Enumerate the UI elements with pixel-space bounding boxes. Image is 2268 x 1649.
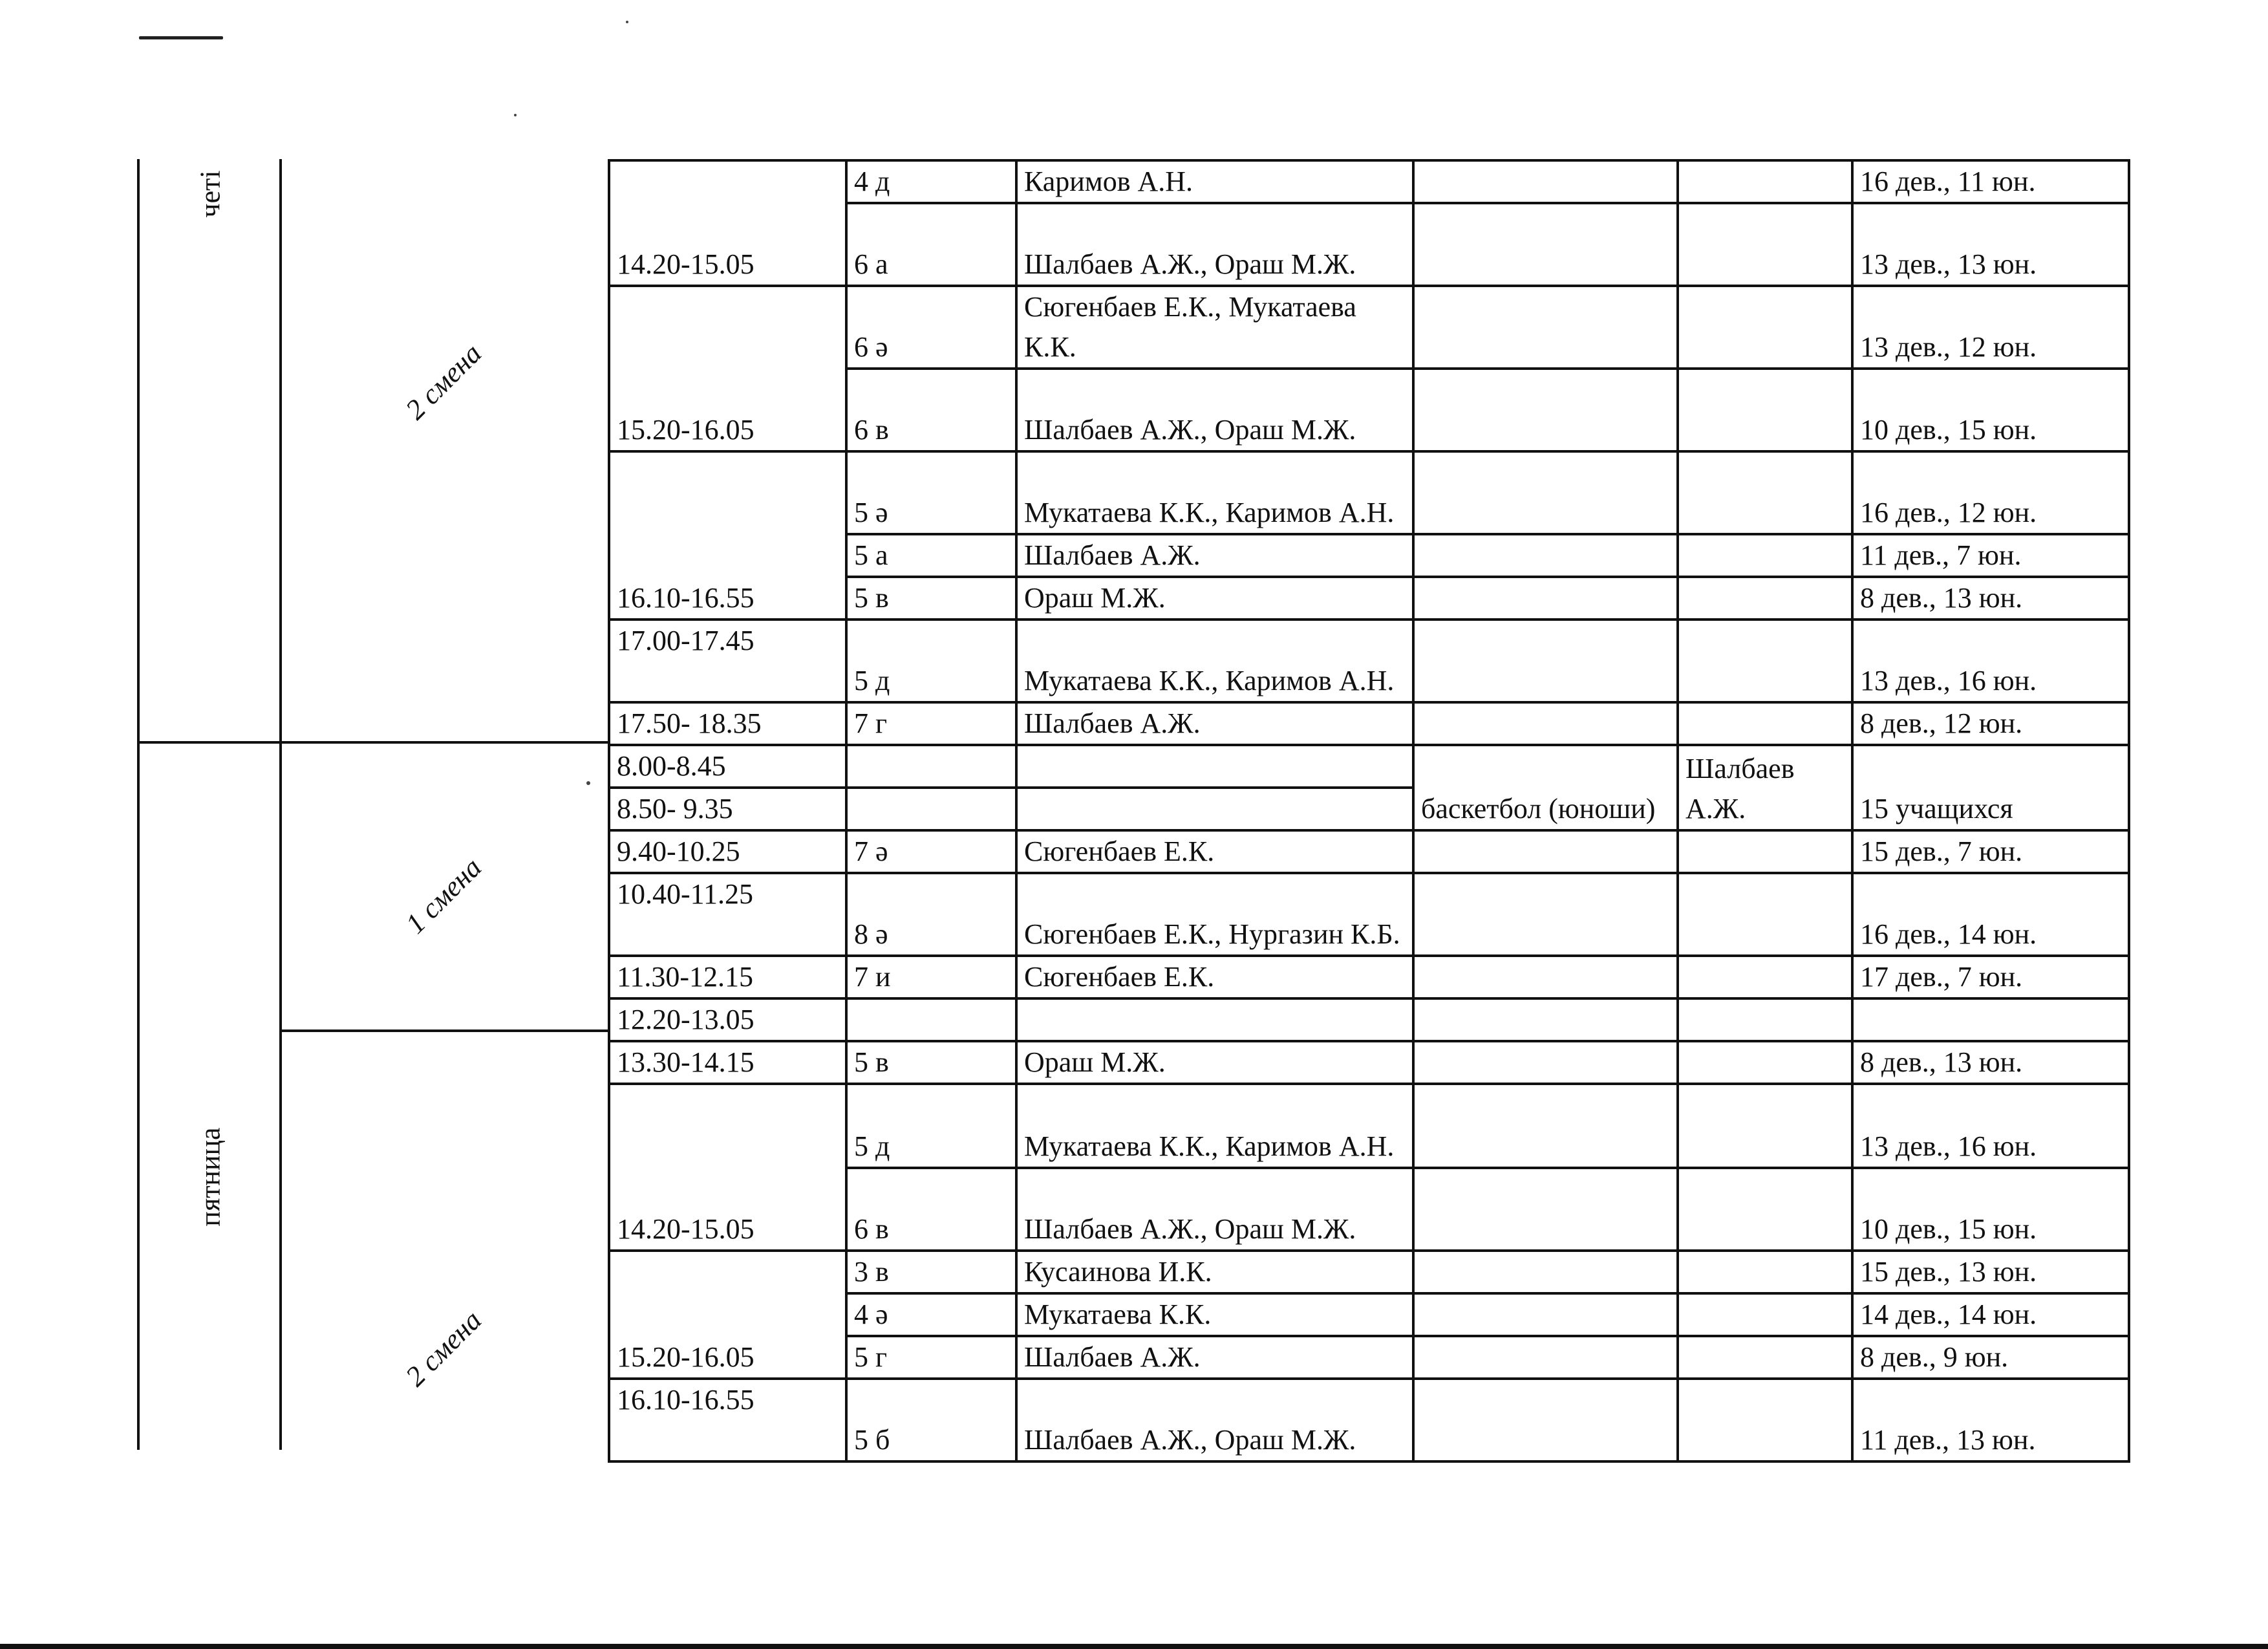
time-cell: 16.10-16.55 [609, 1379, 846, 1461]
scan-dot [514, 114, 517, 116]
activity-cell [1413, 702, 1678, 745]
table-row [609, 160, 2129, 203]
time-cell: 10.40-11.25 [609, 873, 846, 956]
count-cell: 8 дев., 9 юн. [1852, 1336, 2129, 1379]
teacher-cell: Ораш М.Ж. [1016, 577, 1413, 620]
coach-cell [1678, 620, 1852, 702]
time-cell: 13.30-14.15 [609, 1041, 846, 1084]
table-row [609, 956, 2129, 998]
class-cell [846, 998, 1016, 1041]
class-cell: 5 в [846, 1041, 1016, 1084]
table-row [609, 1251, 2129, 1293]
shift-column-left-border [279, 159, 282, 1450]
class-cell: 5 в [846, 577, 1016, 620]
teacher-cell: Мукатаева К.К. [1016, 1293, 1413, 1336]
table-row [609, 620, 2129, 702]
day-column-left-border [137, 159, 140, 1450]
teacher-cell: Каримов А.Н. [1016, 160, 1413, 203]
class-cell: 5 г [846, 1336, 1016, 1379]
activity-cell [1413, 1041, 1678, 1084]
count-cell: 14 дев., 14 юн. [1852, 1293, 2129, 1336]
class-cell: 4 д [846, 160, 1016, 203]
activity-cell [1413, 1168, 1678, 1251]
teacher-cell: Мукатаева К.К., Каримов А.Н. [1016, 1084, 1413, 1168]
time-cell: 8.50- 9.35 [609, 788, 846, 830]
count-cell: 8 дев., 13 юн. [1852, 577, 2129, 620]
count-cell: 10 дев., 15 юн. [1852, 369, 2129, 451]
coach-cell [1678, 830, 1852, 873]
activity-cell [1413, 956, 1678, 998]
teacher-cell: Сюгенбаев Е.К. [1016, 956, 1413, 998]
coach-cell [1678, 1336, 1852, 1379]
table-row [609, 286, 2129, 369]
time-cell: 15.20-16.05 [609, 286, 846, 451]
table-row [609, 998, 2129, 1041]
count-cell: 10 дев., 15 юн. [1852, 1168, 2129, 1251]
coach-cell [1678, 160, 1852, 203]
coach-cell [1678, 577, 1852, 620]
teacher-cell: Сюгенбаев Е.К. [1016, 830, 1413, 873]
coach-cell [1678, 1041, 1852, 1084]
class-cell: 8 ә [846, 873, 1016, 956]
time-cell: 12.20-13.05 [609, 998, 846, 1041]
class-cell: 7 и [846, 956, 1016, 998]
teacher-cell: Шалбаев А.Ж. [1016, 1336, 1413, 1379]
activity-cell: баскетбол (юноши) [1413, 745, 1678, 830]
time-cell: 17.00-17.45 [609, 620, 846, 702]
scan-mark [139, 36, 223, 39]
activity-cell [1413, 830, 1678, 873]
teacher-cell: Шалбаев А.Ж., Ораш М.Ж. [1016, 1379, 1413, 1461]
table-row [609, 1041, 2129, 1084]
coach-cell [1678, 451, 1852, 534]
count-cell: 15 учащихся [1852, 745, 2129, 830]
scan-dot [626, 21, 628, 23]
count-cell: 16 дев., 12 юн. [1852, 451, 2129, 534]
teacher-cell: Шалбаев А.Ж., Ораш М.Ж. [1016, 203, 1413, 286]
schedule-table [608, 159, 2130, 1463]
coach-cell [1678, 1293, 1852, 1336]
class-cell: 6 в [846, 369, 1016, 451]
activity-cell [1413, 1251, 1678, 1293]
time-cell: 14.20-15.05 [609, 1084, 846, 1251]
day-separator [137, 741, 608, 744]
activity-cell [1413, 1336, 1678, 1379]
shift-label-friday-1: 1 смена [399, 851, 488, 940]
time-cell: 8.00-8.45 [609, 745, 846, 788]
count-cell [1852, 998, 2129, 1041]
shift-label-friday-2: 2 смена [399, 1304, 488, 1393]
class-cell: 6 а [846, 203, 1016, 286]
class-cell: 5 б [846, 1379, 1016, 1461]
activity-cell [1413, 451, 1678, 534]
time-cell: 11.30-12.15 [609, 956, 846, 998]
coach-cell [1678, 1084, 1852, 1168]
teacher-cell: Ораш М.Ж. [1016, 1041, 1413, 1084]
coach-cell [1678, 1379, 1852, 1461]
day-label-friday: пятница [194, 1127, 226, 1227]
class-cell: 5 д [846, 620, 1016, 702]
coach-cell [1678, 1251, 1852, 1293]
time-cell: 9.40-10.25 [609, 830, 846, 873]
coach-cell [1678, 203, 1852, 286]
time-cell: 15.20-16.05 [609, 1251, 846, 1379]
class-cell: 5 ә [846, 451, 1016, 534]
activity-cell [1413, 203, 1678, 286]
class-cell: 4 ә [846, 1293, 1016, 1336]
coach-cell [1678, 873, 1852, 956]
activity-cell [1413, 1379, 1678, 1461]
count-cell: 13 дев., 12 юн. [1852, 286, 2129, 369]
count-cell: 17 дев., 7 юн. [1852, 956, 2129, 998]
teacher-cell: Кусаинова И.К. [1016, 1251, 1413, 1293]
teacher-cell: Сюгенбаев Е.К., Мукатаева К.К. [1016, 286, 1413, 369]
activity-cell [1413, 577, 1678, 620]
teacher-cell: Сюгенбаев Е.К., Нургазин К.Б. [1016, 873, 1413, 956]
class-cell [846, 745, 1016, 788]
table-row [609, 745, 2129, 788]
class-cell: 7 ә [846, 830, 1016, 873]
count-cell: 15 дев., 7 юн. [1852, 830, 2129, 873]
shift-separator [279, 1029, 608, 1032]
activity-cell [1413, 998, 1678, 1041]
count-cell: 8 дев., 13 юн. [1852, 1041, 2129, 1084]
activity-cell [1413, 620, 1678, 702]
count-cell: 16 дев., 14 юн. [1852, 873, 2129, 956]
count-cell: 13 дев., 16 юн. [1852, 620, 2129, 702]
count-cell: 11 дев., 13 юн. [1852, 1379, 2129, 1461]
coach-cell [1678, 956, 1852, 998]
coach-cell [1678, 369, 1852, 451]
shift-label-thursday-2: 2 смена [399, 337, 488, 426]
teacher-cell [1016, 745, 1413, 788]
teacher-cell [1016, 788, 1413, 830]
class-cell: 6 ә [846, 286, 1016, 369]
time-cell: 14.20-15.05 [609, 160, 846, 286]
teacher-cell: Мукатаева К.К., Каримов А.Н. [1016, 620, 1413, 702]
table-row [609, 873, 2129, 956]
activity-cell [1413, 160, 1678, 203]
teacher-cell: Шалбаев А.Ж., Ораш М.Ж. [1016, 369, 1413, 451]
class-cell [846, 788, 1016, 830]
table-row [609, 1379, 2129, 1461]
coach-cell [1678, 1168, 1852, 1251]
activity-cell [1413, 369, 1678, 451]
day-label-thursday: четі [194, 170, 226, 218]
coach-cell [1678, 534, 1852, 577]
count-cell: 11 дев., 7 юн. [1852, 534, 2129, 577]
count-cell: 13 дев., 13 юн. [1852, 203, 2129, 286]
teacher-cell: Шалбаев А.Ж. [1016, 702, 1413, 745]
count-cell: 8 дев., 12 юн. [1852, 702, 2129, 745]
class-cell: 5 д [846, 1084, 1016, 1168]
count-cell: 16 дев., 11 юн. [1852, 160, 2129, 203]
teacher-cell: Шалбаев А.Ж. [1016, 534, 1413, 577]
table-row [609, 830, 2129, 873]
activity-cell [1413, 286, 1678, 369]
coach-cell [1678, 286, 1852, 369]
count-cell: 15 дев., 13 юн. [1852, 1251, 2129, 1293]
count-cell: 13 дев., 16 юн. [1852, 1084, 2129, 1168]
scan-dot [586, 781, 590, 785]
teacher-cell: Мукатаева К.К., Каримов А.Н. [1016, 451, 1413, 534]
class-cell: 3 в [846, 1251, 1016, 1293]
teacher-cell: Шалбаев А.Ж., Ораш М.Ж. [1016, 1168, 1413, 1251]
coach-cell [1678, 998, 1852, 1041]
table-row [609, 451, 2129, 534]
time-cell: 17.50- 18.35 [609, 702, 846, 745]
time-cell: 16.10-16.55 [609, 451, 846, 620]
table-row [609, 1084, 2129, 1168]
activity-cell [1413, 534, 1678, 577]
activity-cell [1413, 1293, 1678, 1336]
class-cell: 7 г [846, 702, 1016, 745]
page-bottom-rule [0, 1644, 2268, 1649]
class-cell: 6 в [846, 1168, 1016, 1251]
class-cell: 5 а [846, 534, 1016, 577]
coach-cell: Шалбаев А.Ж. [1678, 745, 1852, 830]
table-row [609, 702, 2129, 745]
activity-cell [1413, 873, 1678, 956]
activity-cell [1413, 1084, 1678, 1168]
coach-cell [1678, 702, 1852, 745]
teacher-cell [1016, 998, 1413, 1041]
